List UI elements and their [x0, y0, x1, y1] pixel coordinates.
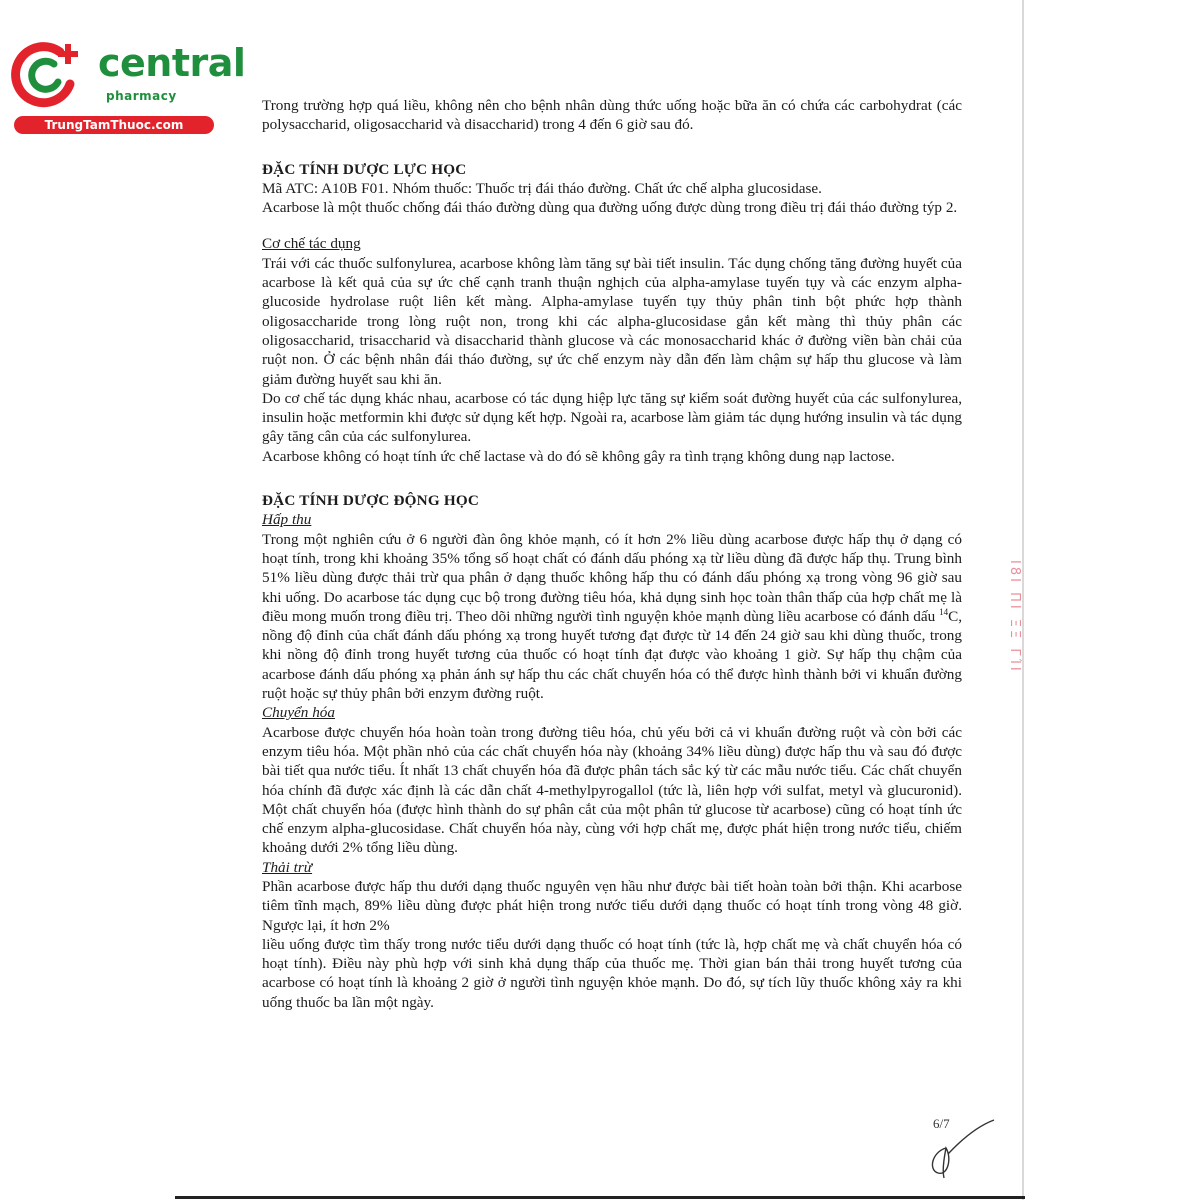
- metabolism-subheading: [262, 703, 962, 722]
- isotope-superscript: 14: [939, 606, 949, 617]
- logo-name: central: [98, 41, 246, 85]
- logo-subtitle: pharmacy: [106, 89, 177, 103]
- logo-url: TrungTamThuoc.com: [14, 116, 214, 134]
- metabolism-paragraph: Acarbose được chuyển hóa hoàn toàn trong đường tiêu hóa, chủ yếu bởi cả vi khuẩn đường ruột và còn bởi các enzym tiêu hóa. Một phần nhỏ của các chất chuyển hóa này (khoảng 34% liều dùng) được hấp thu và sau đó được bài tiết qua nước tiểu. Ít nhất 13 chất chuyển hóa đã được phân tách sắc ký từ các mẫu nước tiểu. Các chất chuyển hóa chính đã được xác định là các dẫn chất 4-methylpyrogallol (tức là, liên hợp với sulfat, metyl và glucuronid). Một chất chuyển hóa (được hình thành do sự phân cắt của một phân tử glucose từ acarbose) cũng có hoạt tính ức chế enzym alpha-glucosidase. Chất chuyển hóa này, cùng với hợp chất mẹ, được phát hiện trong nước tiểu, chiếm khoảng dưới 2% tổng liều dùng.: [262, 723, 962, 857]
- absorption-text-b: C, nồng độ đỉnh của chất đánh dấu phóng xạ trong huyết tương đạt được từ 14 đến 24 giờ sau khi dùng thuốc, trong khi nồng độ đỉnh trong huyết tương của thuốc có hoạt tính đạt được vào khoảng 1 giờ. Sự hấp thụ chậm của acarbose đánh dấu phóng xạ phản ánh sự hấp thu các chất chuyển hóa có thể được hình thành bởi vi khuẩn đường ruột hoặc sự thủy phân bởi enzym đường ruột.: [262, 607, 962, 703]
- document-body: [262, 96, 962, 1012]
- absorption-subheading: [262, 510, 962, 529]
- page-right-edge: [1022, 0, 1024, 1200]
- mechanism-paragraph-1: Trái với các thuốc sulfonylurea, acarbose không làm tăng sự bài tiết insulin. Tác dụng chống tăng đường huyết của acarbose là kết quả của sự ức chế cạnh tranh thuận nghịch của alpha-amylase tuyến tụy và các enzym alpha-glucoside hydrolase ruột liên kết màng. Alpha-amylase tuyến tụy thủy phân tinh bột phức hợp thành oligosaccharide trong lòng ruột non, trong khi các alpha-glucosidase gắn kết màng thì thủy phân các oligosaccharid, trisaccharid và disaccharid thành glucose và các monosaccharid khác ở đường viền bàn chải của ruột non. Ở các bệnh nhân đái tháo đường, sự ức chế enzym này dẫn đến làm chậm sự hấp thu glucose và làm giảm đường huyết sau khi ăn.: [262, 254, 962, 388]
- metabolism-subheading-text: Chuyển hóa: [262, 704, 335, 722]
- overdose-paragraph: Trong trường hợp quá liều, không nên cho bệnh nhân dùng thức uống hoặc bữa ăn có chứa các carbohydrat (các polysaccharid, oligosaccharid và disaccharid) trong 4 đến 6 giờ sau đó.: [262, 97, 962, 134]
- signature-mark: [918, 1118, 998, 1180]
- absorption-text-a: Trong một nghiên cứu ở 6 người đàn ông khỏe mạnh, có ít hơn 2% liều dùng acarbose được hấp thụ ở dạng có hoạt tính, trong khi khoảng 35% tổng số hoạt chất có đánh dấu phóng xạ từ liều dùng đã được hấp thụ. Trung bình 51% liều dùng được thải trừ qua phân ở dạng thuốc không hấp thu có đánh dấu phóng xạ trong vòng 96 giờ sau khi uống. Do acarbose tác dụng cục bộ trong đường tiêu hóa, khả dụng sinh học toàn thân thấp của hợp chất mẹ là điều mong muốn trong điều trị. Theo dõi những người tình nguyện khỏe mạnh dùng liều acarbose có đánh dấu: [262, 530, 962, 625]
- mechanism-paragraph-3: Acarbose không có hoạt tính ức chế lactase và do đó sẽ không gây ra tình trạng không dung nạp lactose.: [262, 447, 895, 465]
- mechanism-subheading-text: Cơ chế tác dụng: [262, 235, 361, 253]
- page-bottom-edge: [175, 1196, 1025, 1199]
- mechanism-subheading: [262, 234, 962, 253]
- side-stamp: Ι8Ι ΠΙ ΞΞ ΓΊΙ: [1007, 560, 1022, 674]
- elimination-paragraph-2: liều uống được tìm thấy trong nước tiểu dưới dạng thuốc có hoạt tính (tức là, hợp chất mẹ và chất chuyển hóa có hoạt tính). Điều này phù hợp với sinh khả dụng thấp của thuốc mẹ. Thời gian bán thải trong huyết tương của acarbose có hoạt tính là khoảng 2 giờ ở người tình nguyện khỏe mạnh. Do đó, sự tích lũy thuốc không xảy ra khi uống thuốc ba lần một ngày.: [262, 935, 962, 1011]
- mechanism-paragraph-2: Do cơ chế tác dụng khác nhau, acarbose có tác dụng hiệp lực tăng sự kiểm soát đường huyết của các sulfonylurea, insulin hoặc metformin khi được sử dụng kết hợp. Ngoài ra, acarbose làm giảm tác dụng hướng insulin và tác dụng gây tăng cân của các sulfonylurea.: [262, 389, 963, 446]
- elimination-paragraph-1: Phần acarbose được hấp thu dưới dạng thuốc nguyên vẹn hầu như được bài tiết hoàn toàn bởi thận. Khi acarbose tiêm tĩnh mạch, 89% liều dùng được phát hiện trong nước tiểu dưới dạng thuốc có hoạt tính trong vòng 48 giờ. Ngược lại, ít hơn 2%: [262, 877, 962, 934]
- pharmacodynamics-heading: ĐẶC TÍNH DƯỢC LỰC HỌC: [262, 160, 467, 178]
- brand-logo[interactable]: [10, 36, 246, 136]
- elimination-subheading-text: Thải trừ: [262, 858, 313, 876]
- absorption-subheading-text: Hấp thu: [262, 511, 312, 529]
- absorption-paragraph: [262, 530, 962, 704]
- elimination-subheading: [262, 858, 962, 877]
- pharmacokinetics-heading: ĐẶC TÍNH DƯỢC ĐỘNG HỌC: [262, 492, 480, 510]
- page-number: 6/7: [933, 1116, 950, 1131]
- acarbose-intro-paragraph: Acarbose là một thuốc chống đái tháo đường dùng qua đường uống được dùng trong điều trị đái tháo đường týp 2.: [262, 199, 958, 217]
- atc-paragraph: Mã ATC: A10B F01. Nhóm thuốc: Thuốc trị đái tháo đường. Chất ức chế alpha glucosidase.: [262, 179, 822, 197]
- pharmacy-cross-logo-icon: [10, 38, 86, 110]
